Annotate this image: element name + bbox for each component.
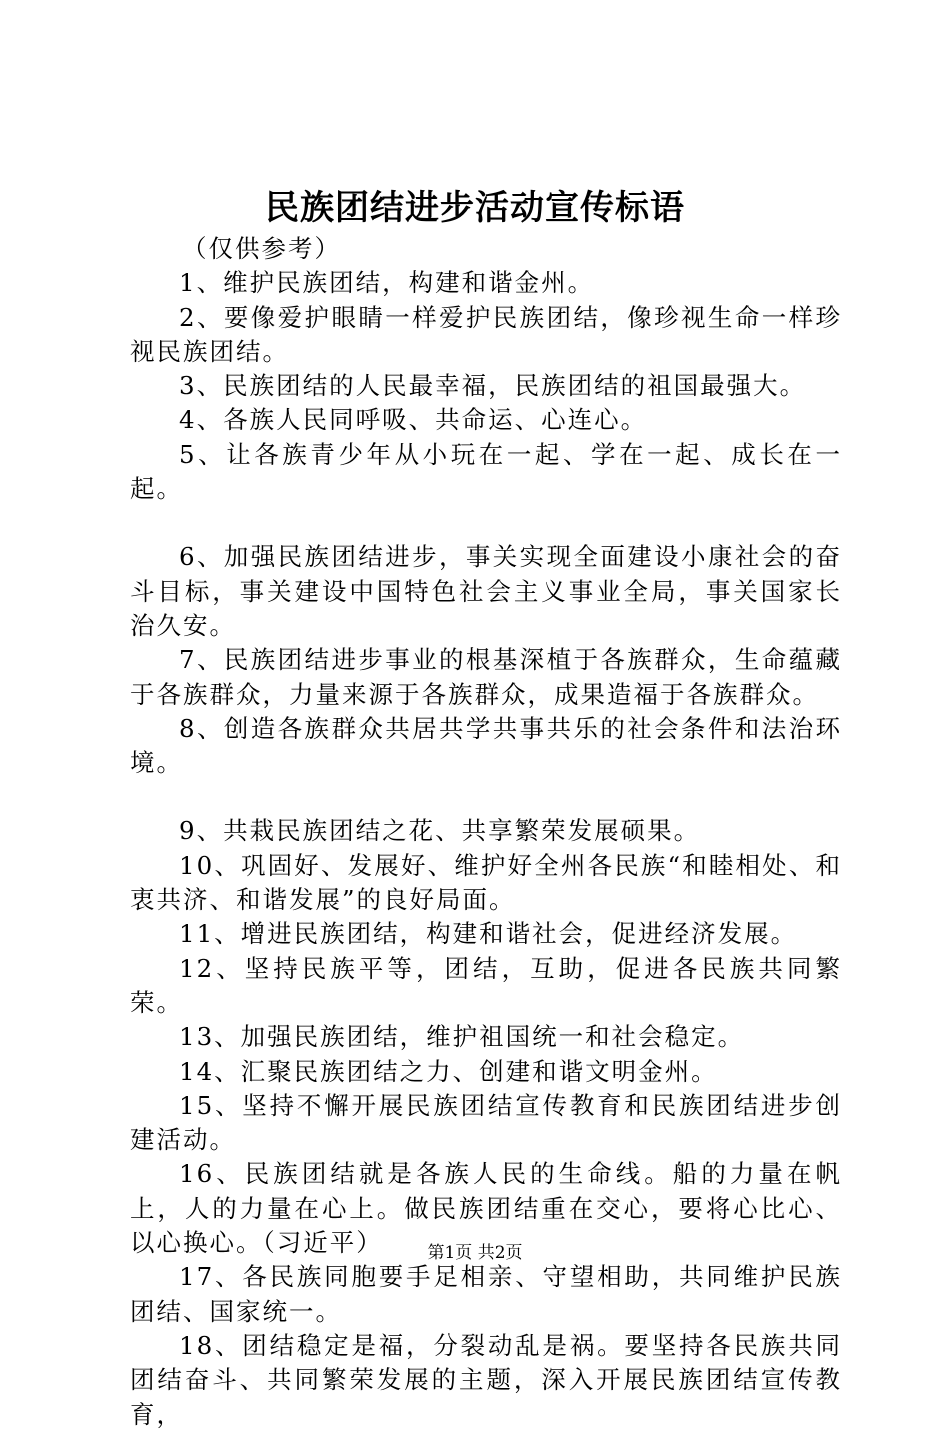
slogan-14: 14、汇聚民族团结之力、创建和谐文明金州。 bbox=[179, 1056, 718, 1086]
slogan-17: 17、各民族同胞要手足相亲、守望相助，共同维护民族团结、国家统一。 bbox=[130, 1262, 842, 1326]
slogan-10: 10、巩固好、发展好、维护好全州各民族“和睦相处、和衷共济、和谐发展”的良好局面。 bbox=[130, 850, 842, 915]
slogan-15: 15、坚持不懈开展民族团结宣传教育和民族团结进步创建活动。 bbox=[130, 1090, 842, 1155]
slogan-3: 3、民族团结的人民最幸福，民族团结的祖国最强大。 bbox=[179, 371, 807, 401]
paragraph-gap bbox=[130, 506, 842, 540]
slogan-11: 11、增进民族团结，构建和谐社会，促进经济发展。 bbox=[179, 919, 798, 949]
slogan-7: 7、民族团结进步事业的根基深植于各族群众，生命蕴藏于各族群众，力量来源于各族群众，成果造福于各族群众。 bbox=[130, 645, 842, 709]
slogan-16: 16、民族团结就是各族人民的生命线。船的力量在帆上，人的力量在心上。做民族团结重在交心，要将心比心、以心换心。（习近平） bbox=[130, 1159, 842, 1258]
slogan-12: 12、坚持民族平等，团结，互助，促进各民族共同繁荣。 bbox=[130, 953, 842, 1017]
slogan-9: 9、共栽民族团结之花、共享繁荣发展硕果。 bbox=[179, 816, 701, 846]
document-title: 民族团结进步活动宣传标语 bbox=[265, 188, 685, 228]
slogan-2: 2、要像爱护眼睛一样爱护民族团结，像珍视生命一样珍视民族团结。 bbox=[130, 302, 842, 366]
page-footer: 第1页 共2页 bbox=[427, 1243, 523, 1263]
slogan-4: 4、各族人民同呼吸、共命运、心连心。 bbox=[179, 405, 648, 435]
slogan-8: 8、创造各族群众共居共学共事共乐的社会条件和法治环境。 bbox=[130, 713, 842, 778]
slogan-13: 13、加强民族团结，维护祖国统一和社会稳定。 bbox=[179, 1022, 745, 1052]
slogan-1: 1、维护民族团结，构建和谐金州。 bbox=[179, 268, 595, 298]
slogan-18: 18、团结稳定是福，分裂动乱是祸。要坚持各民族共同团结奋斗、共同繁荣发展的主题，深入开展民族团结宣传教育， bbox=[130, 1330, 842, 1429]
reference-note: （仅供参考） bbox=[182, 234, 341, 263]
paragraph-gap bbox=[130, 780, 842, 814]
slogan-5: 5、让各族青少年从小玩在一起、学在一起、成长在一起。 bbox=[130, 439, 842, 504]
slogan-6: 6、加强民族团结进步，事关实现全面建设小康社会的奋斗目标，事关建设中国特色社会主义事业全局，事关国家长治久安。 bbox=[130, 542, 842, 640]
